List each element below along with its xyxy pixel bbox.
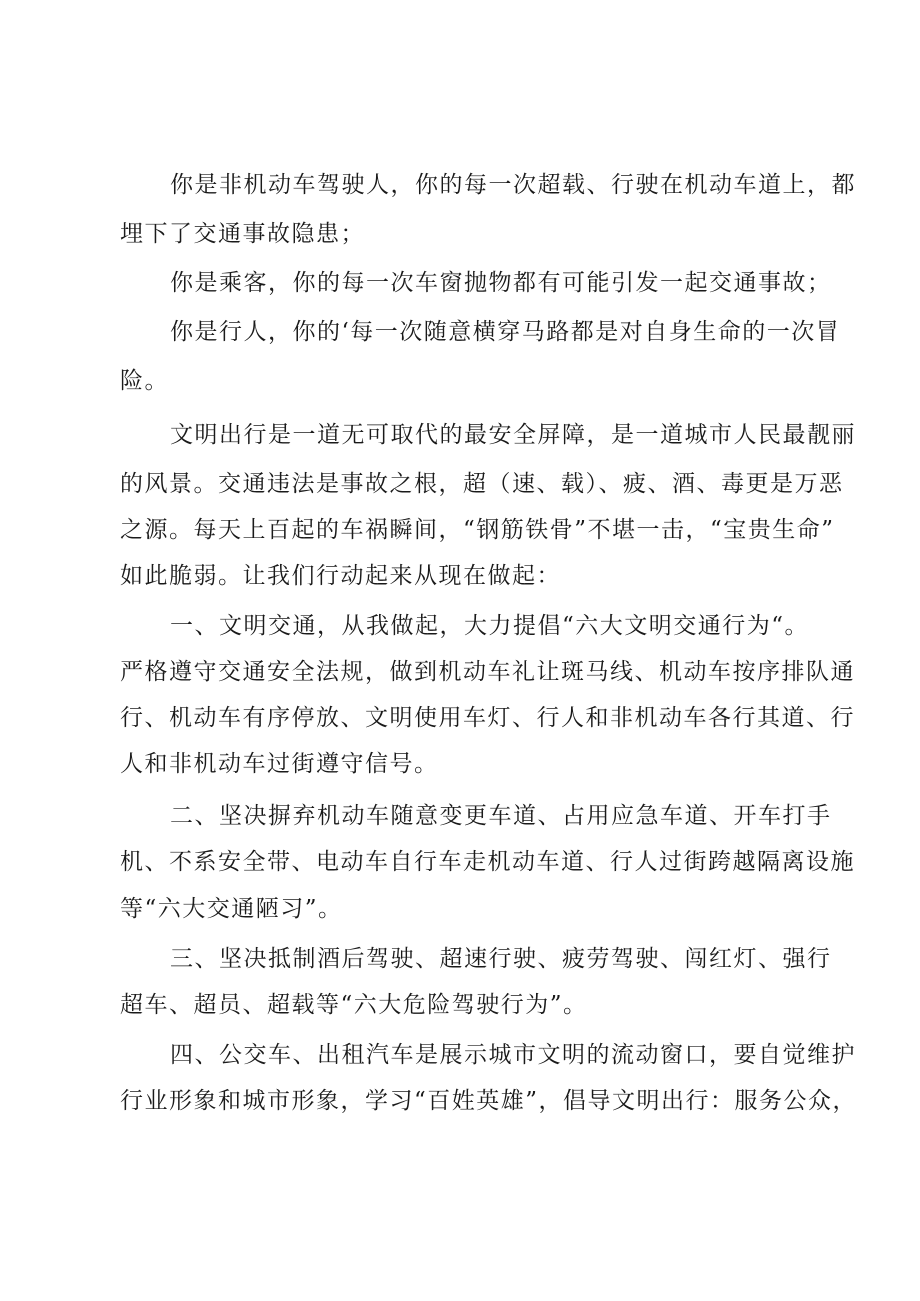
text-line: 险。 bbox=[120, 368, 169, 394]
text-line: 人和非机动车过街遵守信号。 bbox=[120, 751, 439, 777]
text-line: 埋下了交通事故隐患； bbox=[120, 221, 365, 247]
text-line: 你是乘客，你的每一次车窗抛物都有可能引发一起交通事故； bbox=[170, 270, 832, 296]
text-line: 行、机动车有序停放、文明使用车灯、行人和非机动车各行其道、行 bbox=[120, 705, 855, 731]
text-line: 超车、超员、超载等“六大危险驾驶行为”。 bbox=[120, 992, 588, 1018]
text-line: 机、不系安全带、电动车自行车走机动车道、行人过街跨越隔离设施 bbox=[120, 849, 855, 875]
text-line: 二、坚决摒弃机动车随意变更车道、占用应急车道、开车打手 bbox=[170, 803, 832, 829]
text-line: 如此脆弱。让我们行动起来从现在做起： bbox=[120, 563, 561, 589]
text-line: 行业形象和城市形象，学习“百姓英雄”，倡导文明出行：服务公众， bbox=[120, 1088, 858, 1114]
text-line: 严格遵守交通安全法规，做到机动车礼让斑马线、机动车按序排队通 bbox=[120, 659, 855, 685]
text-line: 四、公交车、出租汽车是展示城市文明的流动窗口，要自觉维护 bbox=[170, 1042, 856, 1068]
text-line: 文明出行是一道无可取代的最安全屏障，是一道城市人民最靓丽 bbox=[170, 422, 856, 448]
text-line: 你是行人，你的‘每一次随意横穿马路都是对自身生命的一次冒 bbox=[170, 319, 841, 345]
text-line: 等“六大交通陋习”。 bbox=[120, 896, 343, 922]
text-line: 你是非机动车驾驶人，你的每一次超载、行驶在机动车道上，都 bbox=[170, 172, 856, 198]
text-line: 之源。每天上百起的车祸瞬间，“钢筋铁骨”不堪一击，“宝贵生命” bbox=[120, 517, 835, 543]
text-line: 一、文明交通，从我做起，大力提倡“六大文明交通行为“。 bbox=[170, 613, 810, 639]
text-line: 三、坚决抵制酒后驾驶、超速行驶、疲劳驾驶、闯红灯、强行 bbox=[170, 946, 832, 972]
text-line: 的风景。交通违法是事故之根，超（速、载）、疲、酒、毒更是万恶 bbox=[120, 471, 844, 497]
